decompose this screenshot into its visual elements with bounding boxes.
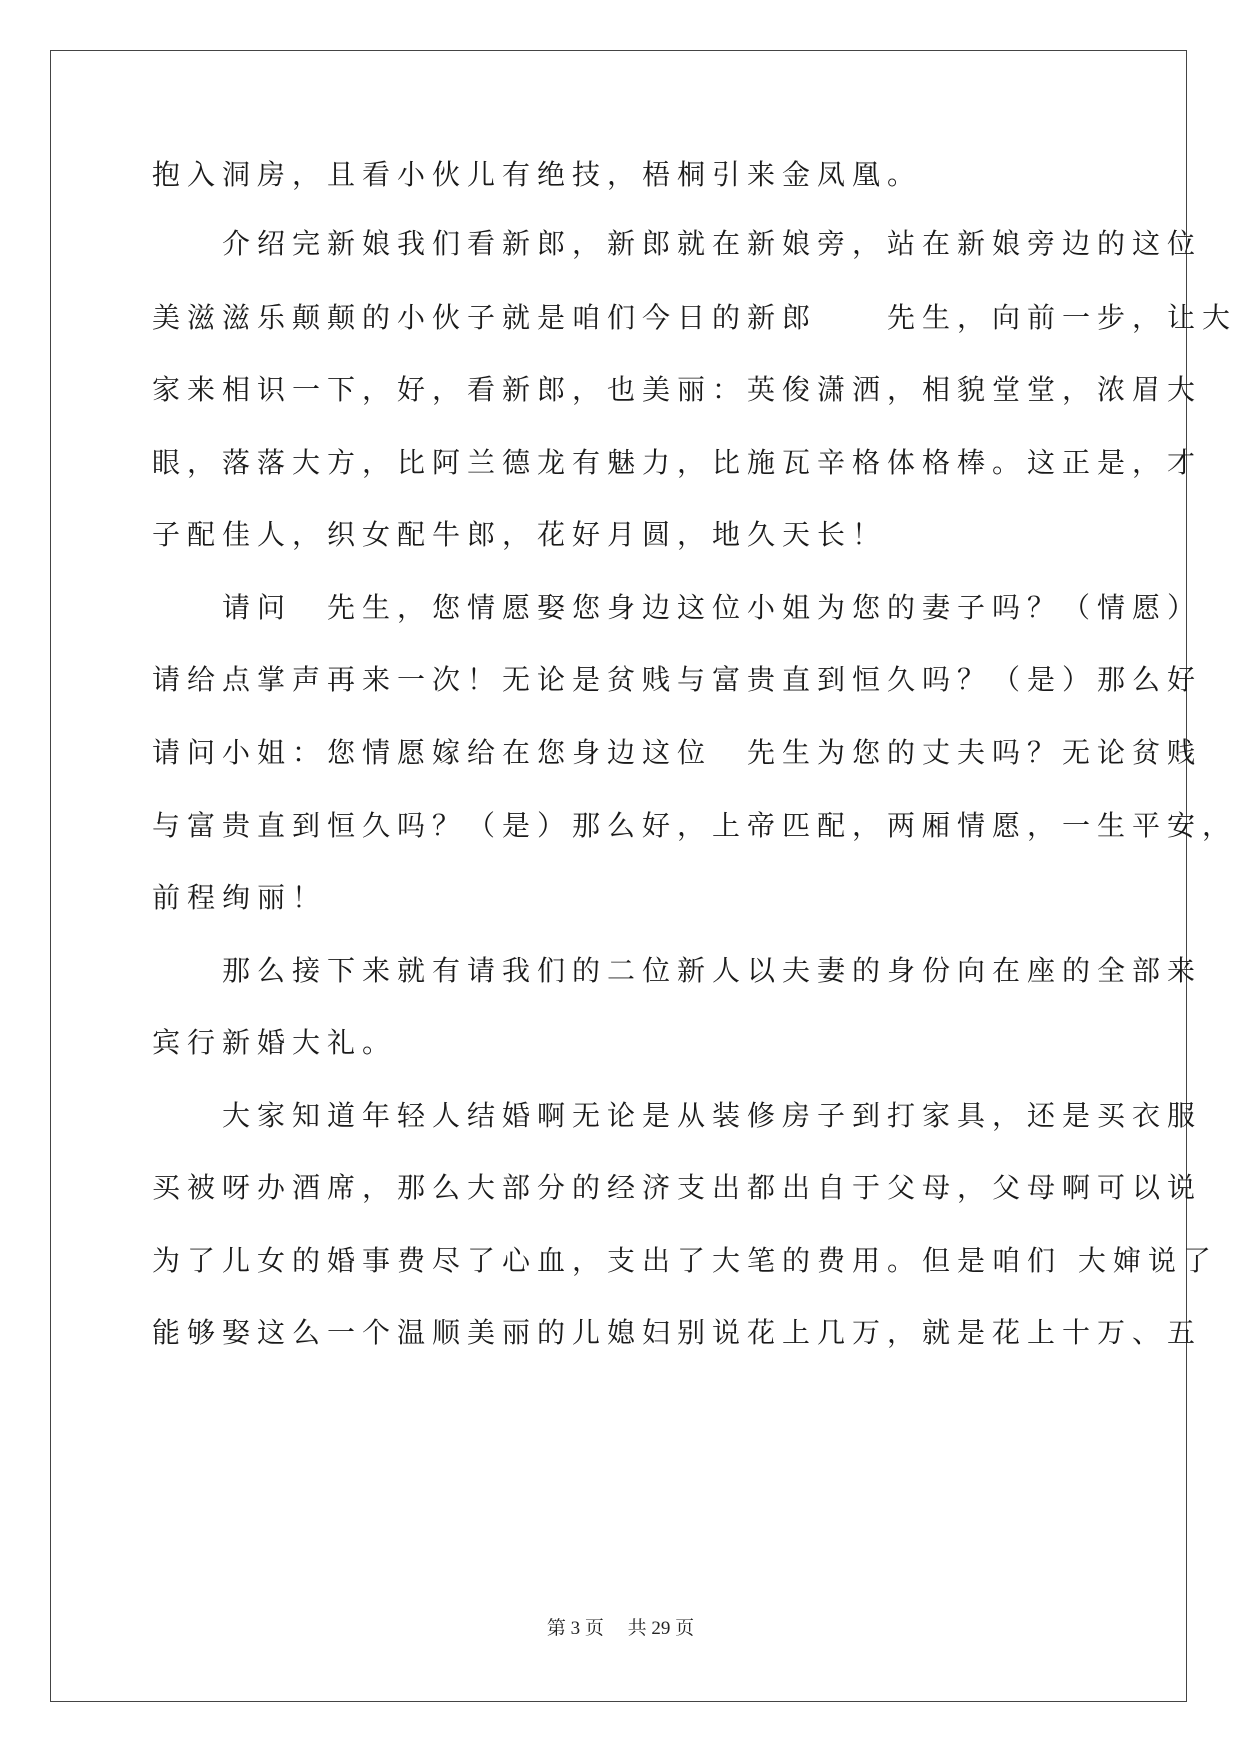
- text-line: 买被呀办酒席，那么大部分的经济支出都出自于父母，父母啊可以说: [152, 1171, 1203, 1204]
- text-line: 家来相识一下，好，看新郎，也美丽：英俊潇洒，相貌堂堂，浓眉大: [152, 373, 1203, 406]
- page-number: 第 3 页 共 29 页: [546, 1618, 695, 1639]
- text-line: 眼，落落大方，比阿兰德龙有魅力，比施瓦辛格体格棒。这正是，才: [152, 446, 1203, 479]
- text-line: 介绍完新娘我们看新郎，新郎就在新娘旁，站在新娘旁边的这位: [152, 227, 1203, 260]
- text-line: 请给点掌声再来一次！无论是贫贱与富贵直到恒久吗？（是）那么好: [152, 663, 1203, 696]
- text-line: 能够娶这么一个温顺美丽的儿媳妇别说花上几万，就是花上十万、五: [152, 1316, 1203, 1349]
- text-line: 请问小姐：您情愿嫁给在您身边这位 先生为您的丈夫吗？无论贫贱: [152, 736, 1203, 769]
- text-line: 与富贵直到恒久吗？（是）那么好，上帝匹配，两厢情愿，一生平安，: [152, 809, 1238, 842]
- text-line: 前程绚丽！: [152, 881, 328, 914]
- text-line: 宾行新婚大礼。: [152, 1026, 398, 1059]
- text-line: 抱入洞房，且看小伙儿有绝技，梧桐引来金凤凰。: [152, 158, 923, 191]
- text-line: 大家知道年轻人结婚啊无论是从装修房子到打家具，还是买衣服: [152, 1099, 1203, 1132]
- text-line: 为了儿女的婚事费尽了心血，支出了大笔的费用。但是咱们 大婶说了: [152, 1244, 1218, 1277]
- text-line: 请问 先生，您情愿娶您身边这位小姐为您的妻子吗？（情愿）: [152, 591, 1203, 624]
- text-line: 那么接下来就有请我们的二位新人以夫妻的身份向在座的全部来: [152, 954, 1203, 987]
- text-line: 美滋滋乐颠颠的小伙子就是咱们今日的新郎 先生，向前一步，让大: [152, 301, 1238, 334]
- text-line: 子配佳人，织女配牛郎，花好月圆，地久天长！: [152, 518, 888, 551]
